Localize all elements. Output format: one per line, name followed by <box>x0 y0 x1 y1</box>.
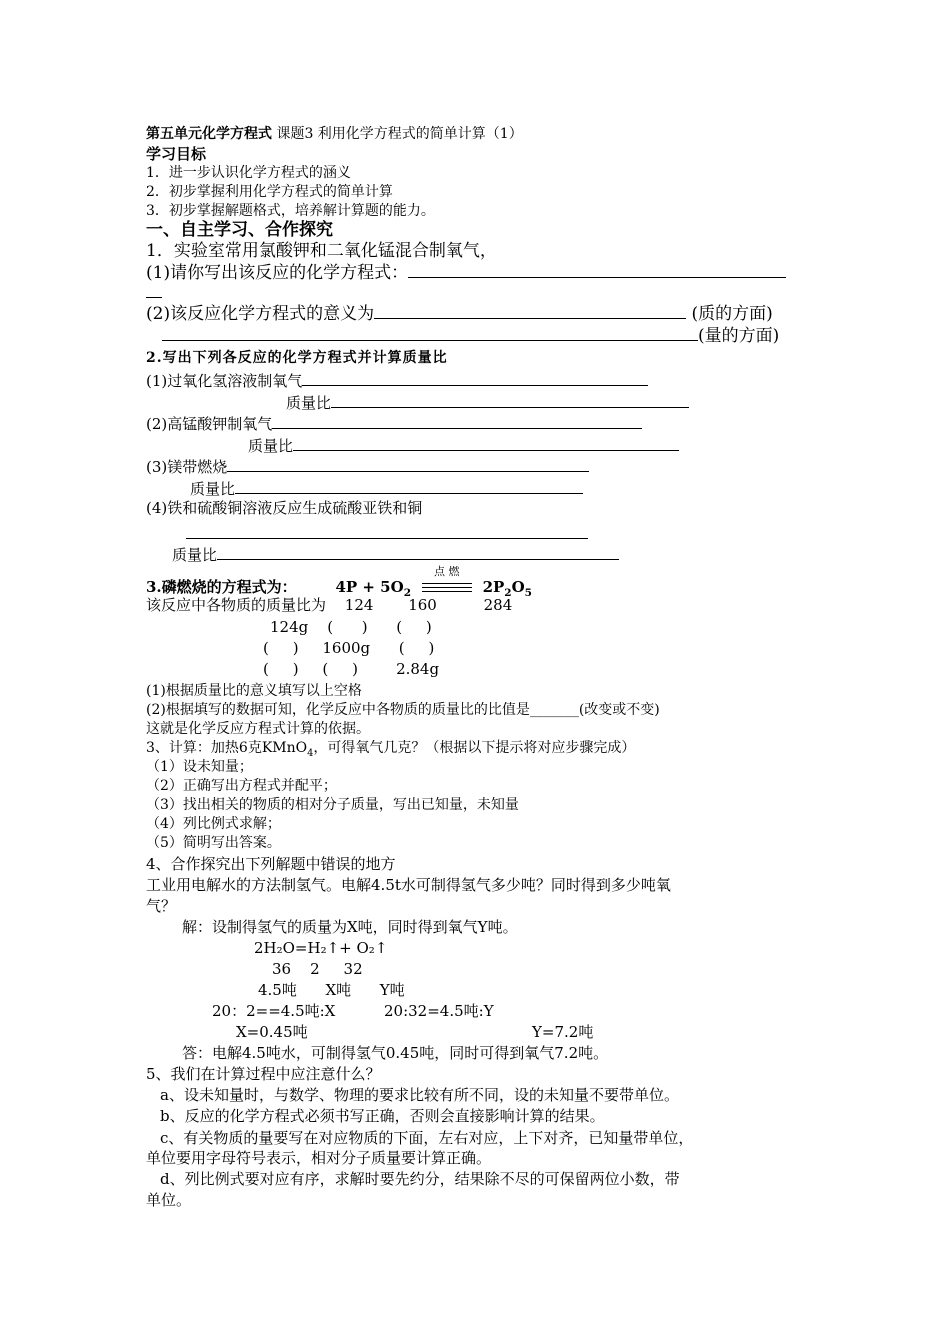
problem-text: 工业用电解水的方法制氢气。电解4.5t水可制得氢气多少吨？同时得到多少吨氧 <box>146 876 671 894</box>
question-5-title: 5、我们在计算过程中应注意什么？ <box>146 1065 381 1083</box>
question-2a-label: (1)过氧化氢溶液制氧气 <box>146 372 303 390</box>
answer-blank <box>227 457 589 472</box>
mass-ratio-label: 该反应中各物质的质量比为 <box>146 596 327 614</box>
question-2a <box>146 371 648 390</box>
note-d: d、列比例式要对应有序，求解时要先约分，结果除不尽的可保留两位小数，带 <box>160 1170 680 1188</box>
solution-ratio-y: 20:32=4.5吨:Y <box>384 1002 494 1020</box>
question-1: 1．实验室常用氯酸钾和二氧化锰混合制氧气， <box>146 241 497 261</box>
solution-x-value: X=0.45吨 <box>236 1023 308 1041</box>
question-1-1 <box>146 263 786 284</box>
ratio-value: 160 <box>408 596 437 614</box>
fill-row-2: ( ) 1600g ( ) <box>263 639 435 657</box>
question-2c <box>146 457 589 476</box>
note-2: (2)根据填写的数据可知，化学反应中各物质的质量比的比值是_______(改变或不变) <box>146 702 660 718</box>
answer-blank <box>408 263 786 278</box>
calc-title: 3、计算：加热6克KMnO$_4$，可得氧气几克？（根据以下提示将对应步骤完成） <box>146 740 636 759</box>
question-1-1-label: (1)请你写出该反应的化学方程式： <box>146 263 409 283</box>
equation-left: $4P + 5O_2$ <box>335 578 411 599</box>
solution-line: 解：设制得氢气的质量为X吨，同时得到氧气Y吨。 <box>182 918 518 936</box>
problem-text: 气？ <box>146 897 177 915</box>
page-title <box>146 126 523 142</box>
note-1: (1)根据质量比的意义填写以上空格 <box>146 683 362 699</box>
question-4-title: 4、合作探究出下列解题中错误的地方 <box>146 855 396 873</box>
note-c: c、有关物质的量要写在对应物质的下面，左右对应，上下对齐，已知量带单位， <box>160 1129 694 1147</box>
step-item: （1）设未知量； <box>146 759 253 775</box>
objective-item: 3．初步掌握解题格式，培养解计算题的能力。 <box>146 203 435 219</box>
note-a: a、设未知量时，与数学、物理的要求比较有所不同，设的未知量不要带单位。 <box>160 1086 679 1104</box>
answer-blank <box>302 371 648 386</box>
mass-ratio-row <box>146 597 512 614</box>
question-2c-label: (3)镁带燃烧 <box>146 458 228 476</box>
answer-blank <box>162 326 698 341</box>
equation-right: $2P_2O_5$ <box>482 578 532 599</box>
question-2b <box>146 414 642 433</box>
step-item: （2）正确写出方程式并配平； <box>146 778 337 794</box>
lesson-title: 课题3 利用化学方程式的简单计算（1） <box>272 126 523 142</box>
solution-amounts: 4.5吨 X吨 Y吨 <box>258 981 405 999</box>
section-title: 一、自主学习、合作探究 <box>146 220 333 240</box>
condition-label: 点 燃 <box>434 565 460 578</box>
ratio-label: 质量比 <box>190 480 236 498</box>
solution-equation: 2H₂O=H₂↑+ O₂↑ <box>254 939 388 957</box>
reaction-equals-sign <box>422 565 472 594</box>
note-b: b、反应的化学方程式必须书写正确，否则会直接影响计算的结果。 <box>160 1107 605 1125</box>
question-1-2 <box>146 304 773 325</box>
question-3-title: 3.磷燃烧的方程式为： <box>146 578 297 596</box>
calc-title-text: 3、计算：加热6克KMnO <box>146 740 308 756</box>
solution-answer: 答：电解4.5吨水，可制得氢气0.45吨，同时可得到氧气7.2吨。 <box>182 1044 609 1062</box>
calc-title-suffix: ，可得氧气几克？（根据以下提示将对应步骤完成） <box>313 740 636 756</box>
answer-blank <box>146 283 162 298</box>
solution-ratio-x: 20：2==4.5吨:X <box>212 1002 336 1020</box>
ratio-label: 质量比 <box>248 437 294 455</box>
answer-blank <box>293 436 679 451</box>
objectives-title: 学习目标 <box>146 145 207 163</box>
step-item: （4）列比例式求解； <box>146 816 281 832</box>
suffix-quality: (质的方面) <box>691 304 773 324</box>
objective-item: 1．进一步认识化学方程式的涵义 <box>146 165 351 181</box>
unit-title: 第五单元化学方程式 <box>146 126 272 142</box>
suffix-quantity: (量的方面) <box>698 326 780 346</box>
ratio-label: 质量比 <box>286 394 332 412</box>
ratio-value: 124 <box>344 596 374 614</box>
step-item: （3）找出相关的物质的相对分子质量，写出已知量，未知量 <box>146 797 519 813</box>
solution-masses: 36 2 32 <box>272 960 363 978</box>
question-2d: (4)铁和硫酸铜溶液反应生成硫酸亚铁和铜 <box>146 499 423 517</box>
answer-blank <box>186 524 588 539</box>
fill-row-1: 124g ( ) ( ) <box>270 618 432 636</box>
question-1-2-label: (2)该反应化学方程式的意义为 <box>146 304 375 324</box>
question-2-title: 2.写出下列各反应的化学方程式并计算质量比 <box>146 350 448 366</box>
step-item: （5）简明写出答案。 <box>146 835 281 851</box>
ratio-2d <box>172 545 619 564</box>
answer-blank <box>272 414 642 429</box>
note-d-cont: 单位。 <box>146 1191 192 1209</box>
fill-row-3: ( ) ( ) 2.84g <box>263 660 440 678</box>
ratio-value: 284 <box>483 596 513 614</box>
ratio-2c <box>190 479 583 498</box>
question-1-2b <box>162 326 779 347</box>
ratio-label: 质量比 <box>172 546 218 564</box>
ratio-2b <box>248 436 679 455</box>
solution-y-value: Y=7.2吨 <box>532 1023 594 1041</box>
note-3: 这就是化学反应方程式计算的依据。 <box>146 721 370 737</box>
objective-item: 2．初步掌握利用化学方程式的简单计算 <box>146 184 393 200</box>
note-c-cont: 单位要用字母符号表示，相对分子质量要计算正确。 <box>146 1149 492 1167</box>
ratio-2a <box>286 393 689 412</box>
answer-blank <box>331 393 689 408</box>
answer-blank <box>374 304 686 319</box>
question-2b-label: (2)高锰酸钾制氧气 <box>146 415 273 433</box>
answer-blank <box>217 545 619 560</box>
answer-blank <box>235 479 583 494</box>
